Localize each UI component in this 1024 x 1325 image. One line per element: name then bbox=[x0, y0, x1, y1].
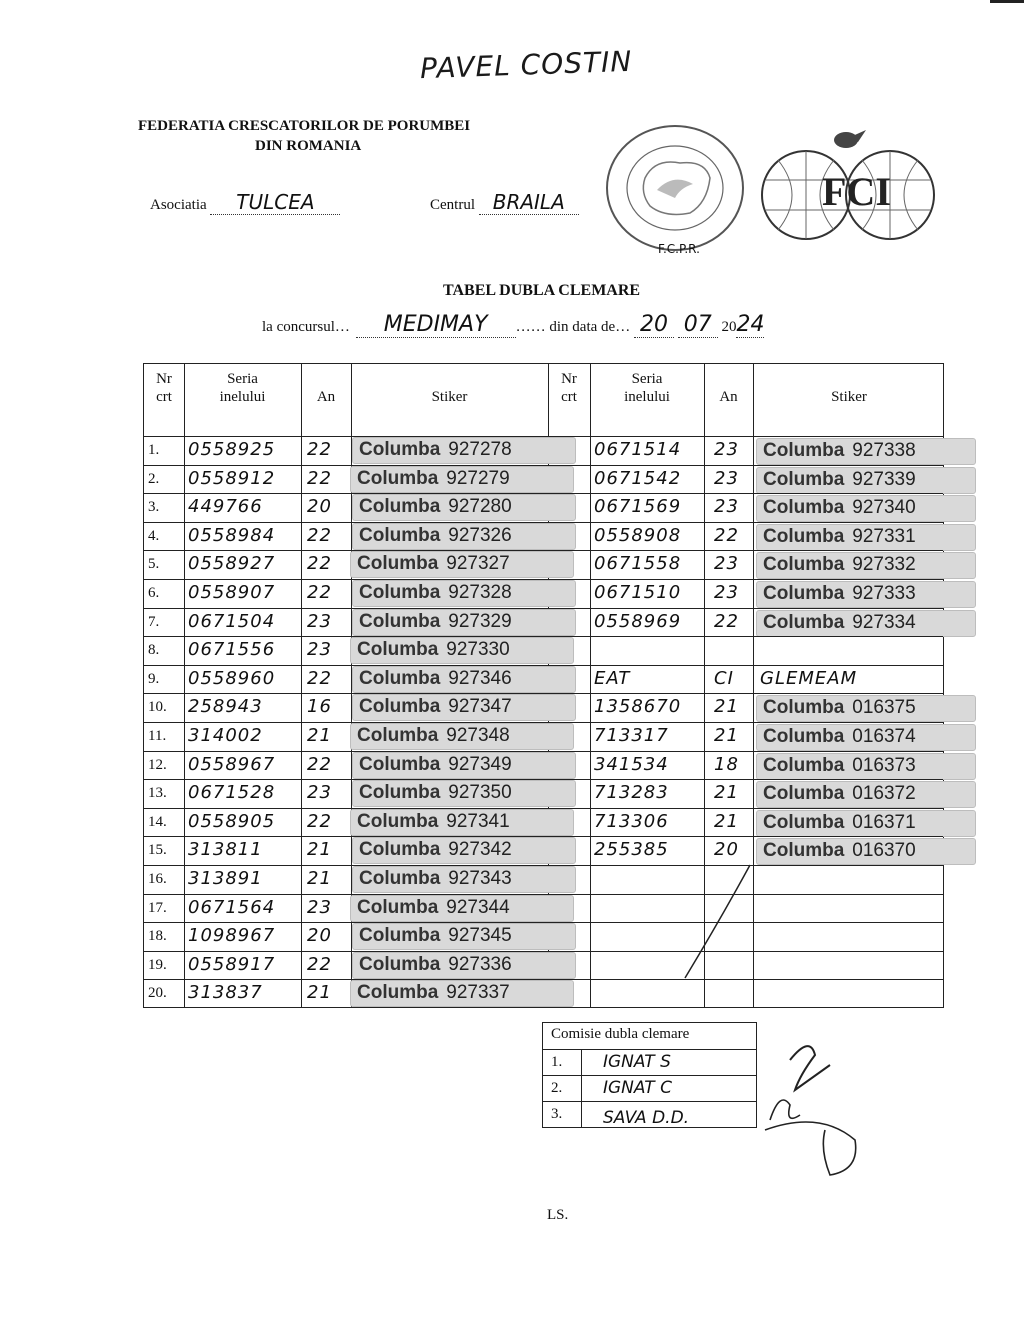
ring-number-right: 1358670 bbox=[594, 696, 682, 718]
ring-number-left: 0558925 bbox=[188, 439, 276, 460]
ring-year-left: 20 bbox=[307, 925, 332, 947]
sticker-left bbox=[352, 666, 576, 693]
ring-year-left: 22 bbox=[307, 753, 332, 775]
sticker-code: 927280 bbox=[448, 496, 512, 518]
sticker-brand: Columba bbox=[357, 725, 439, 746]
contest-line: la concursul… MEDIMAY …… din data de… 20 07 2024 bbox=[262, 312, 765, 337]
centrul-label: Centrul bbox=[430, 197, 475, 213]
sticker-code: 927350 bbox=[448, 782, 512, 804]
sticker-right bbox=[756, 781, 976, 808]
handwritten-name: PAVEL COSTIN bbox=[419, 44, 633, 86]
sticker-left bbox=[350, 466, 574, 493]
row-number: 17. bbox=[148, 899, 167, 916]
sticker-brand: Columba bbox=[763, 468, 845, 490]
sticker-code: 927344 bbox=[446, 896, 510, 918]
sticker-brand: Columba bbox=[357, 896, 439, 918]
sticker-brand: Columba bbox=[763, 440, 845, 461]
header-stiker-right: Stiker bbox=[831, 389, 867, 405]
sticker-brand: Columba bbox=[359, 582, 441, 603]
row-number: 1. bbox=[148, 442, 160, 458]
sticker-left bbox=[350, 637, 574, 664]
ring-number-right: 255385 bbox=[594, 839, 669, 861]
ring-number-right: 713306 bbox=[594, 810, 669, 832]
ring-number-right: 713283 bbox=[594, 782, 669, 804]
sticker-left bbox=[352, 837, 576, 864]
ring-number-right: 0671542 bbox=[594, 467, 682, 489]
committee-member-name: IGNAT C bbox=[603, 1078, 672, 1098]
ring-year-left: 22 bbox=[307, 667, 332, 689]
ring-number-left: 0671556 bbox=[188, 639, 276, 661]
ring-year-left: 21 bbox=[307, 725, 332, 746]
sticker-code: 927334 bbox=[852, 611, 916, 633]
ring-year-left: 16 bbox=[307, 696, 332, 718]
sticker-right bbox=[756, 838, 976, 865]
ring-year-left: 22 bbox=[307, 553, 332, 575]
cancel-stroke bbox=[680, 860, 760, 985]
sticker-right bbox=[756, 438, 976, 465]
sticker-right bbox=[756, 495, 976, 522]
ring-number-right: 0671510 bbox=[594, 582, 682, 603]
sticker-code: 927330 bbox=[446, 639, 510, 661]
sticker-code: 927341 bbox=[446, 810, 510, 832]
sticker-brand: Columba bbox=[359, 868, 441, 889]
ring-number-left: 0671528 bbox=[188, 782, 276, 804]
sticker-code: 927346 bbox=[448, 667, 512, 689]
sticker-brand: Columba bbox=[359, 696, 441, 718]
row-number: 16. bbox=[148, 871, 167, 887]
ring-year-left: 22 bbox=[307, 467, 332, 489]
ring-year-right: CI bbox=[714, 667, 734, 689]
sticker-right bbox=[756, 552, 976, 579]
sticker-code: 927336 bbox=[448, 953, 512, 975]
sticker-code: 927337 bbox=[446, 982, 510, 1004]
ring-number-right: 0671558 bbox=[594, 553, 682, 575]
sticker-code: 927338 bbox=[852, 440, 916, 461]
asociatia-value: TULCEA bbox=[210, 190, 340, 215]
sticker-code: 016370 bbox=[852, 840, 916, 862]
ring-year-left: 22 bbox=[307, 953, 332, 975]
ring-number-left: 313891 bbox=[188, 868, 263, 889]
sticker-right bbox=[756, 467, 976, 494]
ring-year-right: 23 bbox=[714, 582, 739, 603]
sticker-code: 927328 bbox=[448, 582, 512, 603]
ring-number-left: 0671564 bbox=[188, 896, 276, 918]
sticker-left bbox=[350, 723, 574, 750]
sticker-code: 927279 bbox=[446, 467, 510, 489]
ring-number-left: 314002 bbox=[188, 725, 263, 746]
sticker-code: 927327 bbox=[446, 553, 510, 575]
committee-row bbox=[543, 1075, 756, 1102]
double-clamp-table bbox=[143, 363, 944, 1008]
sticker-code: 016373 bbox=[852, 754, 916, 776]
ring-number-right: 341534 bbox=[594, 753, 669, 775]
ring-year-right: 22 bbox=[714, 524, 739, 546]
row-number: 6. bbox=[148, 585, 160, 601]
sticker-brand: Columba bbox=[763, 840, 845, 862]
sticker-brand: Columba bbox=[763, 783, 845, 805]
row-number: 19. bbox=[148, 956, 167, 973]
row-number: 8. bbox=[148, 642, 160, 659]
row-number: 13. bbox=[148, 785, 167, 802]
ring-number-left: 0558905 bbox=[188, 810, 276, 832]
sticker-left bbox=[352, 780, 576, 807]
header-seria-left: Seria inelului bbox=[219, 371, 266, 405]
row-number: 10. bbox=[148, 699, 167, 716]
ring-year-right: 21 bbox=[714, 782, 739, 804]
date-label: din data de bbox=[549, 319, 616, 335]
ring-number-left: 0558967 bbox=[188, 753, 276, 775]
signature-icon bbox=[760, 1030, 870, 1180]
sticker-code: 927348 bbox=[446, 725, 510, 746]
row-number: 2. bbox=[148, 470, 160, 487]
sticker-code: 927339 bbox=[852, 468, 916, 490]
sticker-left bbox=[352, 494, 576, 521]
committee-row bbox=[543, 1049, 756, 1076]
sticker-brand: Columba bbox=[763, 611, 845, 633]
ring-number-right: 713317 bbox=[594, 725, 669, 746]
sticker-right bbox=[756, 524, 976, 551]
sticker-left bbox=[350, 895, 574, 922]
sticker-brand: Columba bbox=[357, 982, 439, 1004]
centrul-value: BRAILA bbox=[479, 190, 579, 215]
ring-year-left: 22 bbox=[307, 582, 332, 603]
sticker-brand: Columba bbox=[359, 839, 441, 861]
ring-year-left: 21 bbox=[307, 868, 332, 889]
date-month: 07 bbox=[678, 312, 718, 338]
sticker-left bbox=[352, 609, 576, 636]
ring-year-left: 21 bbox=[307, 982, 332, 1004]
ring-year-left: 22 bbox=[307, 439, 332, 460]
sticker-code: 927343 bbox=[448, 868, 512, 889]
ring-number-right: EAT bbox=[594, 667, 631, 689]
ring-year-right: 23 bbox=[714, 553, 739, 575]
sticker-left bbox=[350, 809, 574, 836]
ring-number-left: 313811 bbox=[188, 839, 263, 861]
ring-number-left: 0558960 bbox=[188, 667, 276, 689]
sticker-code: 927278 bbox=[448, 439, 512, 460]
row-number: 3. bbox=[148, 499, 160, 516]
row-number: 5. bbox=[148, 556, 160, 573]
sticker-code: 016372 bbox=[852, 783, 916, 805]
sticker-brand: Columba bbox=[763, 583, 845, 604]
ring-year-left: 23 bbox=[307, 610, 332, 632]
sticker-right-handwritten: GLEMEAM bbox=[760, 667, 858, 689]
row-number: 20. bbox=[148, 985, 167, 1002]
ring-number-left: 0558984 bbox=[188, 524, 276, 546]
sticker-code: 927347 bbox=[448, 696, 512, 718]
sticker-code: 927340 bbox=[852, 497, 916, 519]
sticker-brand: Columba bbox=[359, 953, 441, 975]
committee-title: Comisie dubla clemare bbox=[551, 1026, 690, 1042]
header-nr-right: Nr crt bbox=[561, 371, 577, 405]
sticker-brand: Columba bbox=[763, 754, 845, 776]
sticker-brand: Columba bbox=[359, 925, 441, 947]
row-number: 12. bbox=[148, 756, 167, 773]
ring-number-left: 0558917 bbox=[188, 953, 276, 975]
fci-logo-text: FCI bbox=[822, 169, 891, 214]
sticker-right bbox=[756, 810, 976, 837]
ring-year-right: 21 bbox=[714, 810, 739, 832]
corner-mark bbox=[990, 0, 1024, 3]
row-number: 4. bbox=[148, 527, 160, 544]
committee-num: 3. bbox=[551, 1106, 563, 1122]
ring-number-right: 0558908 bbox=[594, 524, 682, 546]
ring-year-left: 23 bbox=[307, 896, 332, 918]
ring-year-right: 18 bbox=[714, 753, 739, 775]
sticker-code: 927345 bbox=[448, 925, 512, 947]
sticker-brand: Columba bbox=[357, 467, 439, 489]
fcpr-seal-icon bbox=[595, 118, 755, 258]
ring-number-left: 313837 bbox=[188, 982, 263, 1004]
sticker-brand: Columba bbox=[763, 726, 845, 747]
sticker-brand: Columba bbox=[357, 810, 439, 832]
sticker-right bbox=[756, 581, 976, 608]
committee-num: 2. bbox=[551, 1080, 563, 1096]
sticker-brand: Columba bbox=[763, 554, 845, 576]
seal-abbrev: F.C.P.R. bbox=[658, 242, 700, 256]
sticker-code: 016374 bbox=[852, 726, 916, 747]
ring-year-right: 20 bbox=[714, 839, 739, 861]
committee-member-name: SAVA D.D. bbox=[603, 1108, 690, 1128]
federation-country: DIN ROMANIA bbox=[255, 138, 362, 154]
concurs-value: MEDIMAY bbox=[356, 312, 516, 338]
row-number: 9. bbox=[148, 670, 160, 687]
ls-label: LS. bbox=[547, 1207, 569, 1223]
sticker-left bbox=[352, 437, 576, 464]
sticker-code: 927349 bbox=[448, 753, 512, 775]
table-title: TABEL DUBLA CLEMARE bbox=[443, 282, 641, 299]
ring-number-left: 0558912 bbox=[188, 467, 276, 489]
sticker-brand: Columba bbox=[359, 610, 441, 632]
ring-year-left: 22 bbox=[307, 524, 332, 546]
sticker-brand: Columba bbox=[359, 782, 441, 804]
asociatia-label: Asociatia bbox=[150, 197, 207, 213]
sticker-brand: Columba bbox=[763, 497, 845, 519]
sticker-left bbox=[352, 523, 576, 550]
sticker-left bbox=[352, 580, 576, 607]
header-nr-left: Nr crt bbox=[156, 371, 172, 405]
row-number: 18. bbox=[148, 928, 167, 945]
ring-number-right: 0671514 bbox=[594, 439, 682, 460]
header-stiker-left: Stiker bbox=[431, 389, 468, 405]
ring-number-right: 0558969 bbox=[594, 610, 682, 632]
sticker-left bbox=[350, 551, 574, 578]
ring-number-left: 449766 bbox=[188, 496, 263, 518]
sticker-right bbox=[756, 610, 976, 637]
sticker-brand: Columba bbox=[359, 439, 441, 460]
sticker-left bbox=[352, 923, 576, 950]
federation-title: FEDERATIA CRESCATORILOR DE PORUMBEI bbox=[138, 118, 471, 134]
committee-table bbox=[542, 1022, 757, 1128]
sticker-code: 016371 bbox=[852, 811, 916, 833]
sticker-code: 927332 bbox=[852, 554, 916, 576]
ring-year-left: 23 bbox=[307, 639, 332, 661]
sticker-code: 016375 bbox=[852, 697, 916, 719]
sticker-left bbox=[352, 694, 576, 721]
concurs-label: la concursul bbox=[262, 319, 335, 335]
ring-year-right: 21 bbox=[714, 725, 739, 746]
ring-year-left: 22 bbox=[307, 810, 332, 832]
sticker-brand: Columba bbox=[763, 697, 845, 719]
ring-number-left: 0671504 bbox=[188, 610, 276, 632]
header-an-left: An bbox=[316, 389, 336, 405]
date-year-suffix: 24 bbox=[736, 312, 765, 337]
ring-year-left: 20 bbox=[307, 496, 332, 518]
ring-year-right: 23 bbox=[714, 496, 739, 518]
sticker-left bbox=[350, 980, 574, 1007]
ring-year-left: 23 bbox=[307, 782, 332, 804]
date-year-prefix: 20 bbox=[721, 319, 737, 335]
ring-number-left: 0558907 bbox=[188, 582, 276, 603]
sticker-brand: Columba bbox=[763, 811, 845, 833]
ring-number-left: 1098967 bbox=[188, 925, 276, 947]
header-an-right: An bbox=[719, 389, 738, 405]
sticker-brand: Columba bbox=[359, 667, 441, 689]
sticker-left bbox=[352, 952, 576, 979]
sticker-brand: Columba bbox=[357, 639, 439, 661]
sticker-right bbox=[756, 724, 976, 751]
asociatia-line bbox=[150, 190, 340, 215]
committee-num: 1. bbox=[551, 1054, 563, 1070]
sticker-code: 927329 bbox=[448, 610, 512, 632]
sticker-code: 927331 bbox=[852, 525, 916, 547]
sticker-brand: Columba bbox=[359, 753, 441, 775]
header-seria-right: Seria inelului bbox=[624, 371, 670, 405]
committee-member-name: IGNAT S bbox=[603, 1052, 671, 1072]
row-number: 14. bbox=[148, 813, 167, 830]
date-day: 20 bbox=[634, 312, 674, 338]
ring-year-left: 21 bbox=[307, 839, 332, 861]
row-number: 11. bbox=[148, 728, 167, 744]
sticker-left bbox=[352, 752, 576, 779]
ring-number-left: 258943 bbox=[188, 696, 263, 718]
committee-row bbox=[543, 1101, 756, 1128]
row-number: 15. bbox=[148, 842, 167, 859]
sticker-code: 927326 bbox=[448, 524, 512, 546]
sticker-brand: Columba bbox=[357, 553, 439, 575]
ring-number-left: 0558927 bbox=[188, 553, 276, 575]
ring-year-right: 23 bbox=[714, 467, 739, 489]
ring-number-right: 0671569 bbox=[594, 496, 682, 518]
date-value bbox=[634, 312, 765, 337]
sticker-left bbox=[352, 866, 576, 893]
centrul-line bbox=[430, 190, 579, 215]
sticker-right bbox=[756, 753, 976, 780]
sticker-brand: Columba bbox=[359, 496, 441, 518]
ring-year-right: 21 bbox=[714, 696, 739, 718]
sticker-code: 927333 bbox=[852, 583, 916, 604]
sticker-brand: Columba bbox=[763, 525, 845, 547]
row-number: 7. bbox=[148, 613, 160, 630]
sticker-brand: Columba bbox=[359, 524, 441, 546]
ring-year-right: 23 bbox=[714, 439, 739, 460]
sticker-right bbox=[756, 695, 976, 722]
ring-year-right: 22 bbox=[714, 610, 739, 632]
sticker-code: 927342 bbox=[448, 839, 512, 861]
